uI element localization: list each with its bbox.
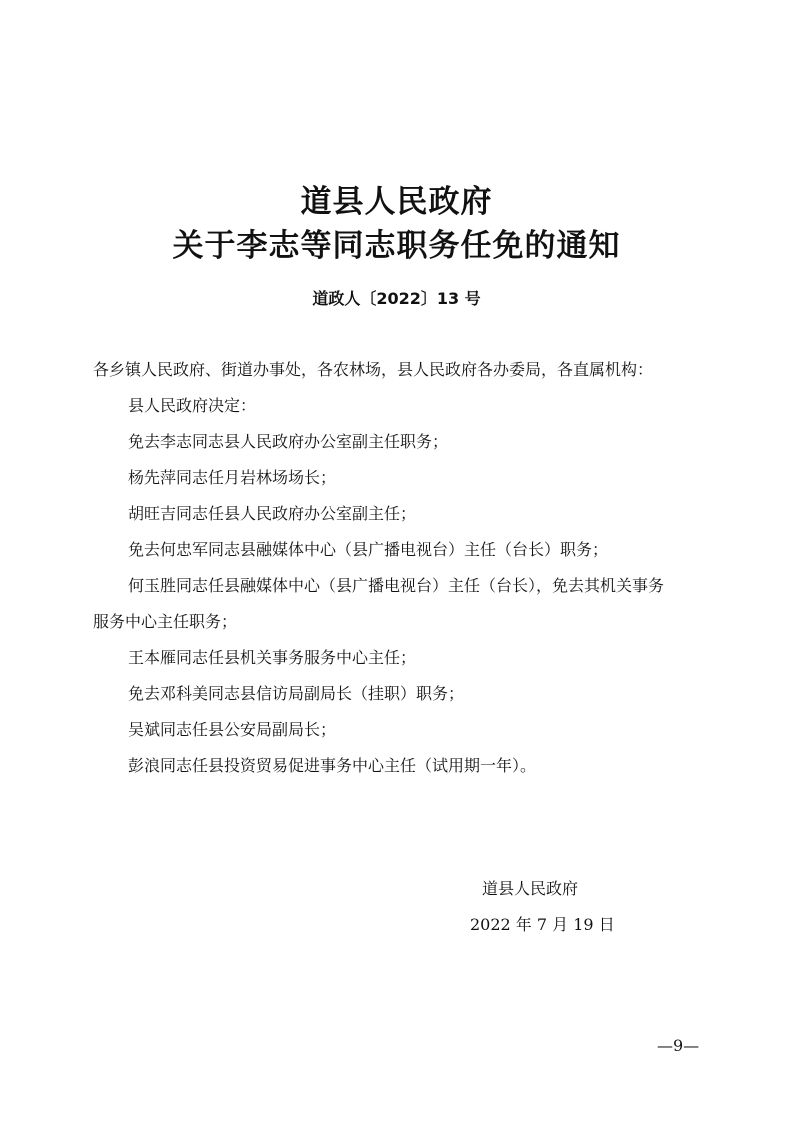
decision-item: 胡旺吉同志任县人民政府办公室副主任； <box>128 504 417 523</box>
decision-item: 何玉胜同志任县融媒体中心（县广播电视台）主任（台长），免去其机关事务 <box>128 576 665 595</box>
decision-item: 彭浪同志任县投资贸易促进事务中心主任（试用期一年）。 <box>128 756 537 775</box>
document-number: 道政人〔2022〕13 号 <box>312 289 481 308</box>
decision-item: 杨先萍同志任月岩林场场长； <box>128 468 337 487</box>
decision-item: 王本雁同志任县机关事务服务中心主任； <box>128 648 417 667</box>
decision-item-continuation: 服务中心主任职务； <box>93 612 238 631</box>
page-number: —9— <box>657 1036 700 1055</box>
decision-item: 免去何忠军同志县融媒体中心（县广播电视台）主任（台长）职务； <box>128 540 609 559</box>
decision-item: 吴斌同志任县公安局副局长； <box>128 720 337 739</box>
issuer-signature: 道县人民政府 <box>482 879 579 898</box>
document-title-line-1: 道县人民政府 <box>300 184 493 220</box>
recipients-line: 各乡镇人民政府、街道办事处，各农林场，县人民政府各办委局，各直属机构： <box>93 360 654 379</box>
document-title-line-2: 关于李志等同志职务任免的通知 <box>172 228 621 264</box>
issue-date: 2022 年 7 月 19 日 <box>470 915 615 934</box>
decision-intro: 县人民政府决定： <box>128 396 257 415</box>
decision-item: 免去邓科美同志县信访局副局长（挂职）职务； <box>128 684 465 703</box>
decision-item: 免去李志同志县人民政府办公室副主任职务； <box>128 432 449 451</box>
